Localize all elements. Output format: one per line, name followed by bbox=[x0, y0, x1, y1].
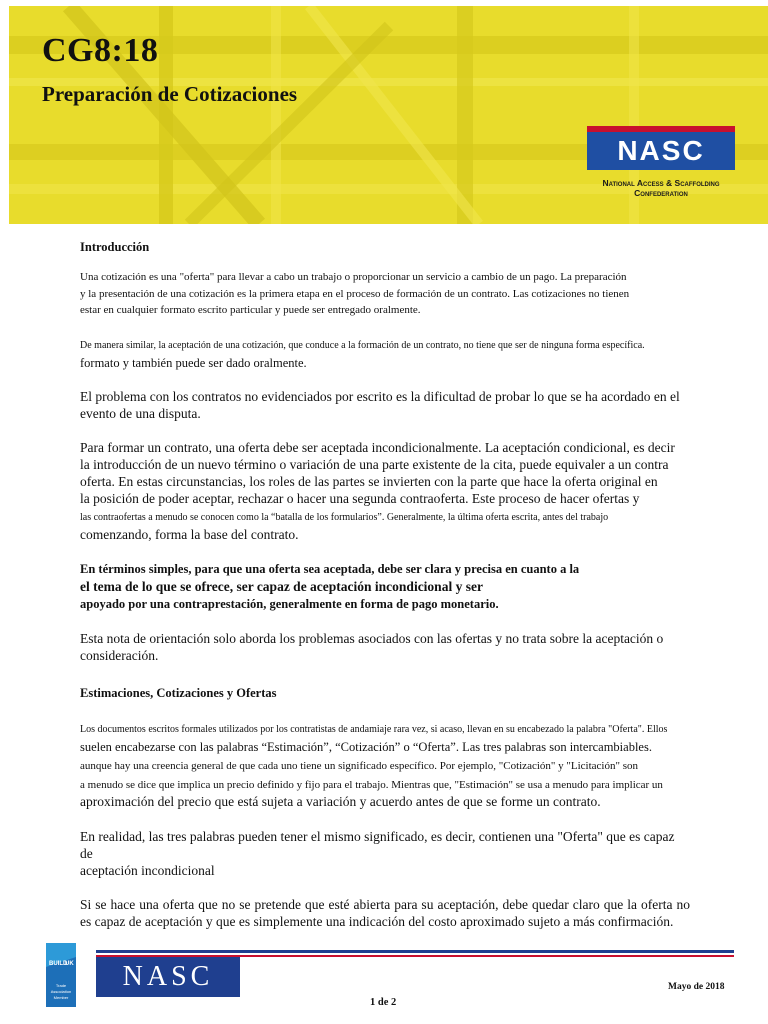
p4-line-5: las contraofertas a menudo se conocen como la “batalla de los formularios”. Generalmente, la última oferta escrita, antes del trabajo bbox=[80, 512, 609, 523]
p5-line-3: apoyado por una contraprestación, generalmente en forma de pago monetario. bbox=[80, 597, 499, 611]
nasc-logo bbox=[587, 126, 735, 198]
document-body bbox=[80, 240, 690, 930]
p2-line-2: formato y también puede ser dado oralmente. bbox=[80, 355, 307, 370]
paragraph-3: El problema con los contratos no evidenciados por escrito es la dificultad de probar lo que se ha acordado en el evento de una disputa. bbox=[80, 389, 680, 421]
estimates-heading: Estimaciones, Cotizaciones y Ofertas bbox=[80, 686, 277, 700]
page-number: 1 de 2 bbox=[370, 997, 397, 1008]
document-code: CG8:18 bbox=[42, 32, 159, 69]
p2-line-1: De manera similar, la aceptación de una cotización, que conduce a la formación de un contrato, no tiene que ser de ninguna forma específica. bbox=[80, 339, 645, 351]
p1-line-1: Una cotización es una "oferta" para llevar a cabo un trabajo o proporcionar un servicio a cambio de un pago. La preparación bbox=[80, 271, 627, 283]
intro-heading: Introducción bbox=[80, 240, 150, 254]
logo-text: NASC bbox=[587, 132, 735, 170]
p7-line-4: a menudo se dice que implica un precio definido y fijo para el trabajo. Mientras que, "Estimación" se usa a menudo para implicar un bbox=[80, 778, 663, 791]
paragraph-2 bbox=[80, 335, 690, 372]
document-title: Preparación de Cotizaciones bbox=[42, 82, 298, 106]
p8-line-1: En realidad, las tres palabras pueden tener el mismo significado, es decir, contienen una "Oferta" que es capaz de bbox=[80, 829, 675, 861]
badge-text-5: Member bbox=[53, 995, 69, 1000]
paragraph-9: Si se hace una oferta que no se pretende que esté abierta para su aceptación, debe quedar claro que la oferta no es capaz de aceptación y que es simplemente una indicación del costo aproximado sujeto a más confirmación. bbox=[80, 897, 690, 929]
footer-nasc-logo: NASC bbox=[96, 957, 240, 997]
logo-subtitle-line-2: Confederation bbox=[634, 188, 688, 198]
p7-line-3: aunque hay una creencia general de que cada uno tiene un significado específico. Por ejemplo, "Cotización" y "Licitación" son bbox=[80, 760, 638, 772]
footer-rule-blue bbox=[96, 950, 734, 953]
p4-line-3: oferta. En estas circunstancias, los roles de las partes se invierten con la parte que hace la oferta original en bbox=[80, 474, 658, 489]
paragraph-7 bbox=[80, 719, 690, 810]
paragraph-6: Esta nota de orientación solo aborda los problemas asociados con las ofertas y no trata sobre la aceptación o consideración. bbox=[80, 631, 664, 663]
logo-subtitle bbox=[587, 178, 735, 198]
buildcheck-badge bbox=[46, 943, 76, 1007]
badge-text-4: Association bbox=[50, 989, 72, 994]
p4-line-4: la posición de poder aceptar, rechazar o hacer una segunda contraoferta. Este proceso de hacer ofertas y bbox=[80, 491, 640, 506]
p5-line-2: el tema de lo que se ofrece, ser capaz de aceptación incondicional y ser bbox=[80, 579, 483, 594]
p4-line-1: Para formar un contrato, una oferta debe ser aceptada incondicionalmente. La aceptación condicional, es decir bbox=[80, 440, 675, 455]
p7-line-5: aproximación del precio que está sujeta a variación y acuerdo antes de que se forme un contrato. bbox=[80, 794, 601, 809]
p4-line-6: comenzando, forma la base del contrato. bbox=[80, 527, 299, 542]
badge-text-3: Trade bbox=[55, 983, 67, 988]
paragraph-4 bbox=[80, 439, 690, 543]
logo-subtitle-line-1: National Access & Scaffolding bbox=[602, 178, 720, 188]
p1-line-2: y la presentación de una cotización es la primera etapa en el proceso de formación de un contrato. Las cotizaciones no tienen bbox=[80, 287, 630, 300]
p4-line-2: la introducción de un nuevo término o variación de una parte existente de la cita, puede equivaler a un contra bbox=[80, 457, 669, 472]
header-banner bbox=[9, 6, 768, 224]
p5-line-1: En términos simples, para que una oferta sea aceptada, debe ser clara y precisa en cuanto a la bbox=[80, 562, 580, 576]
p8-line-2: aceptación incondicional bbox=[80, 863, 215, 878]
paragraph-1 bbox=[80, 269, 690, 319]
p7-line-1: Los documentos escritos formales utilizados por los contratistas de andamiaje rara vez, si acaso, llevan en su encabezado la palabra "Oferta". Ellos bbox=[80, 724, 668, 735]
p7-line-2: suelen encabezarse con las palabras “Estimación”, “Cotización” o “Oferta”. Las tres palabras son intercambiables. bbox=[80, 740, 652, 754]
paragraph-8 bbox=[80, 828, 690, 879]
footer-rule bbox=[96, 950, 734, 957]
badge-text-1: BUILD bbox=[49, 961, 68, 967]
footer-date: Mayo de 2018 bbox=[668, 982, 725, 992]
badge-text-2: UK bbox=[65, 961, 74, 967]
p1-line-3: estar en cualquier formato escrito particular y puede ser entregado oralmente. bbox=[80, 304, 421, 316]
paragraph-5 bbox=[80, 560, 690, 613]
